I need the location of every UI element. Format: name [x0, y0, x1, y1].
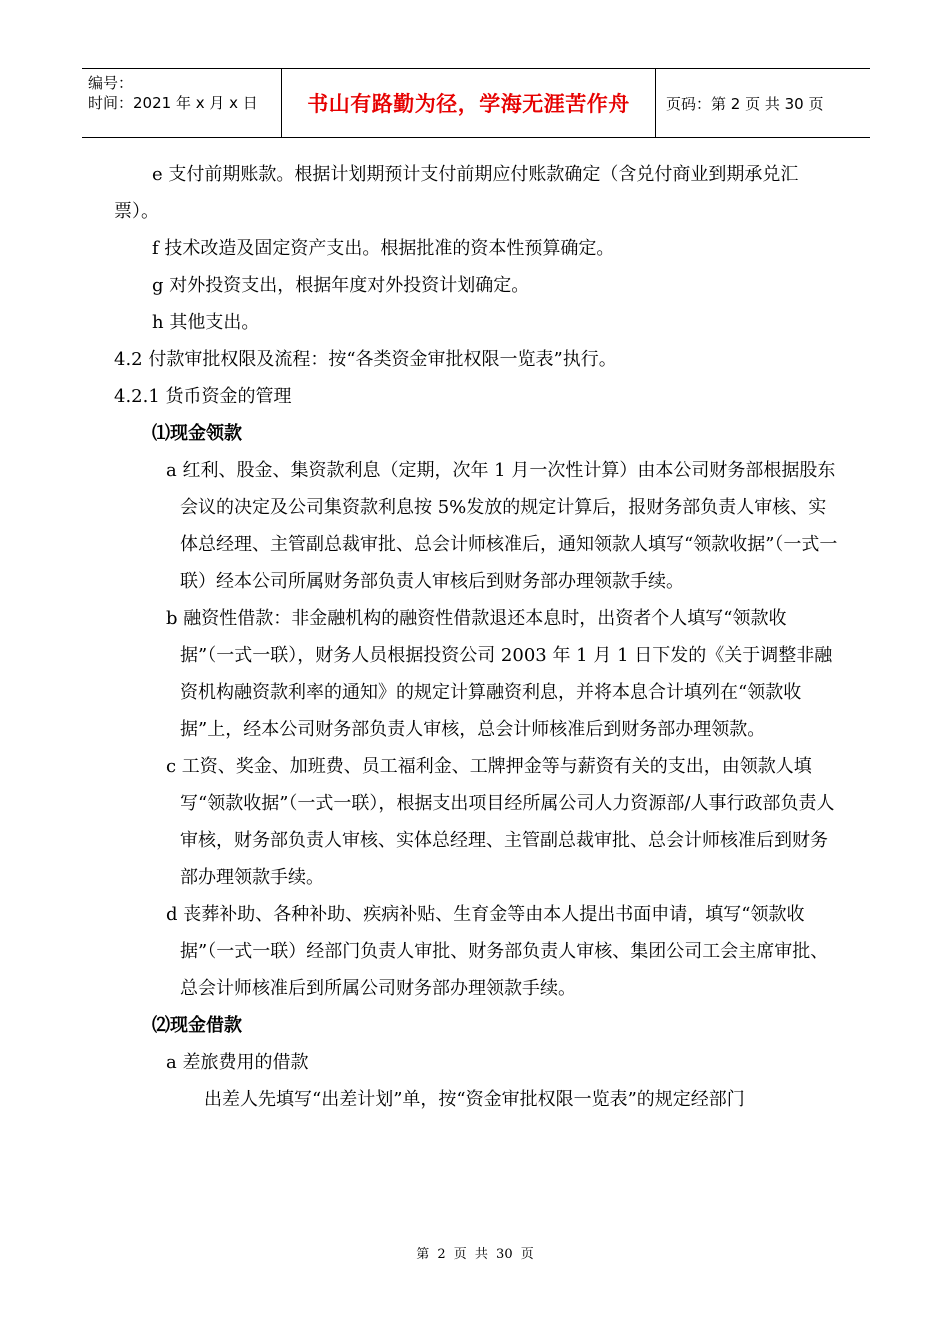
paragraph-travel-plan: 出差人先填写“出差计划”单，按“资金审批权限一览表”的规定经部门 — [204, 1089, 745, 1110]
document-number-label: 编号： — [88, 74, 134, 92]
page-footer: 第 2 页 共 30 页 — [416, 1247, 534, 1262]
item-a-dividends: a 红利、股金、集资款利息（定期，次年 1 月一次性计算）由本公司财务部根据股东会议的决定及公司集资款利息按 5%发放的规定计算后，报财务部负责人审核、实体总经理、主管副总裁审批、总会计师核准后，通知领款人填写“领款收据”（一式一联）经本公司所属财务部负责人审核后到财务部办理领款手续。 — [166, 460, 838, 592]
item-b-financing: b 融资性借款：非金融机构的融资性借款退还本息时，出资者个人填写“领款收据”（一式一联），财务人员根据投资公司 2003 年 1 月 1 日下发的《关于调整非融资机构融资款利率的通知》的规定计算融资利息，并将本息合计填列在“领款收据”上，经本公司财务部负责人审核，总会计师核准后到财务部办理领款。 — [166, 608, 833, 740]
heading-cash-loan: ⑵现金借款 — [152, 1015, 242, 1036]
document-date: 时间：2021 年 x 月 x 日 — [88, 94, 258, 112]
paragraph-g: g 对外投资支出，根据年度对外投资计划确定。 — [152, 275, 530, 296]
header-meta — [82, 69, 282, 137]
page-header — [82, 68, 870, 138]
header-page-info: 页码：第 2 页 共 30 页 — [666, 94, 824, 113]
heading-cash-receipt: ⑴现金领款 — [152, 423, 242, 444]
paragraph-f: f 技术改造及固定资产支出。根据批准的资本性预算确定。 — [152, 238, 615, 259]
section-4-2: 4.2 付款审批权限及流程：按“各类资金审批权限一览表”执行。 — [114, 349, 617, 370]
header-motto: 书山有路勤为径，学海无涯苦作舟 — [282, 69, 656, 137]
paragraph-e: e 支付前期账款。根据计划期预计支付前期应付账款确定（含兑付商业到期承兑汇票）。 — [114, 164, 799, 222]
item-c-wages: c 工资、奖金、加班费、员工福利金、工牌押金等与薪资有关的支出，由领款人填写“领款收据”（一式一联），根据支出项目经所属公司人力资源部/人事行政部负责人审核，财务部负责人审核、实体总经理、主管副总裁审批、总会计师核准后到财务部办理领款手续。 — [166, 756, 835, 888]
document-body — [114, 156, 840, 1118]
paragraph-h: h 其他支出。 — [152, 312, 260, 333]
section-4-2-1: 4.2.1 货币资金的管理 — [114, 386, 292, 407]
item-d-subsidies: d 丧葬补助、各种补助、疾病补贴、生育金等由本人提出书面申请，填写“领款收据”（一式一联）经部门负责人审批、财务部负责人审核、集团公司工会主席审批、总会计师核准后到所属公司财务部办理领款手续。 — [166, 904, 829, 999]
item-a-travel-loan: a 差旅费用的借款 — [166, 1052, 309, 1073]
